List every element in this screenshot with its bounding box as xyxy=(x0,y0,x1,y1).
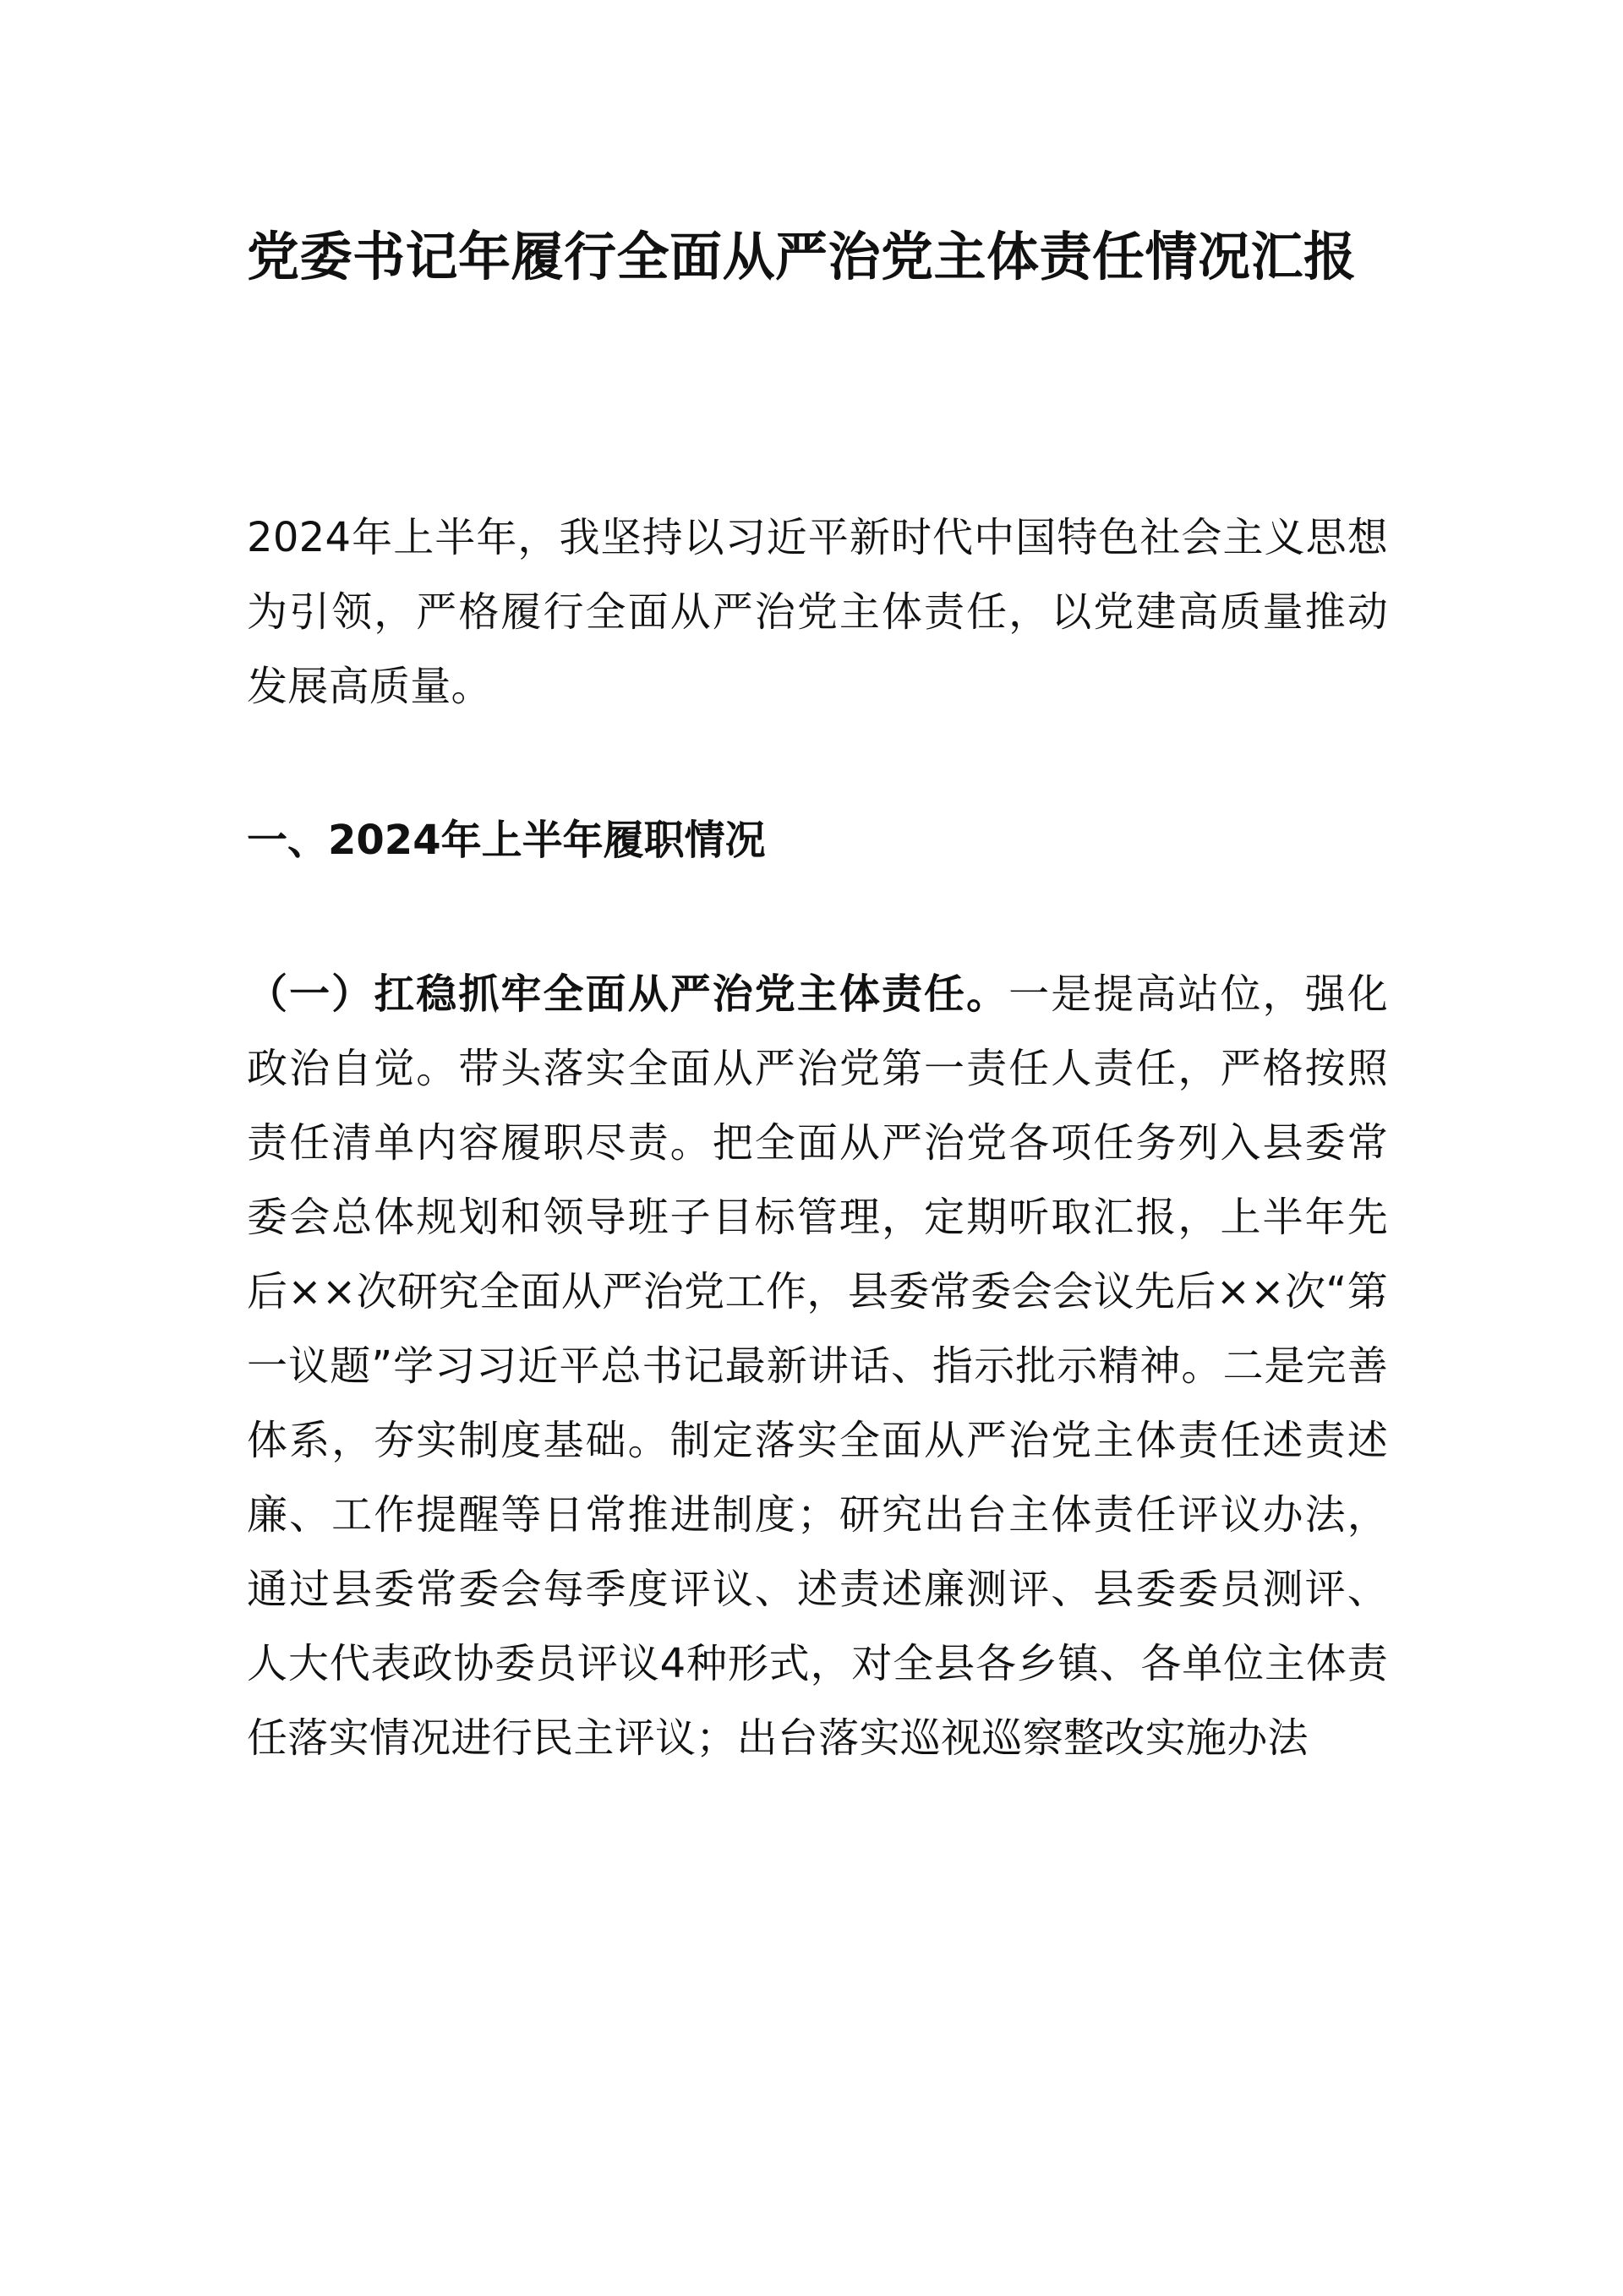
intro-paragraph: 2024年上半年，我坚持以习近平新时代中国特色社会主义思想为引领，严格履行全面从严治党主体责任，以党建高质量推动发展高质量。 xyxy=(247,514,1388,710)
document-title: 党委书记年履行全面从严治党主体责任情况汇报 xyxy=(247,226,1357,287)
section-1-body: 一是提高站位，强化政治自觉。带头落实全面从严治党第一责任人责任，严格按照责任清单内容履职尽责。把全面从严治党各项任务列入县委常委会总体规划和领导班子目标管理，定期听取汇报，上半年先后××次研究全面从严治党工作，县委常委会会议先后××次“第一议题”学习习近平总书记最新讲话、指示批示精神。二是完善体系，夯实制度基础。制定落实全面从严治党主体责任述责述廉、工作提醒等日常推进制度；研究出台主体责任评议办法，通过县委常委会每季度评议、述责述廉测评、县委委员测评、人大代表政协委员评议4种形式，对全县各乡镇、各单位主体责任落实情况进行民主评议；出台落实巡视巡察整改实施办法 xyxy=(247,970,1388,1762)
document-content xyxy=(247,218,1388,1775)
section-heading-1: 一、2024年上半年履职情况 xyxy=(247,817,766,864)
section-1-paragraph xyxy=(247,957,1388,1775)
section-1-lead: （一）扛稳抓牢全面从严治党主体责任。 xyxy=(247,970,1009,1018)
